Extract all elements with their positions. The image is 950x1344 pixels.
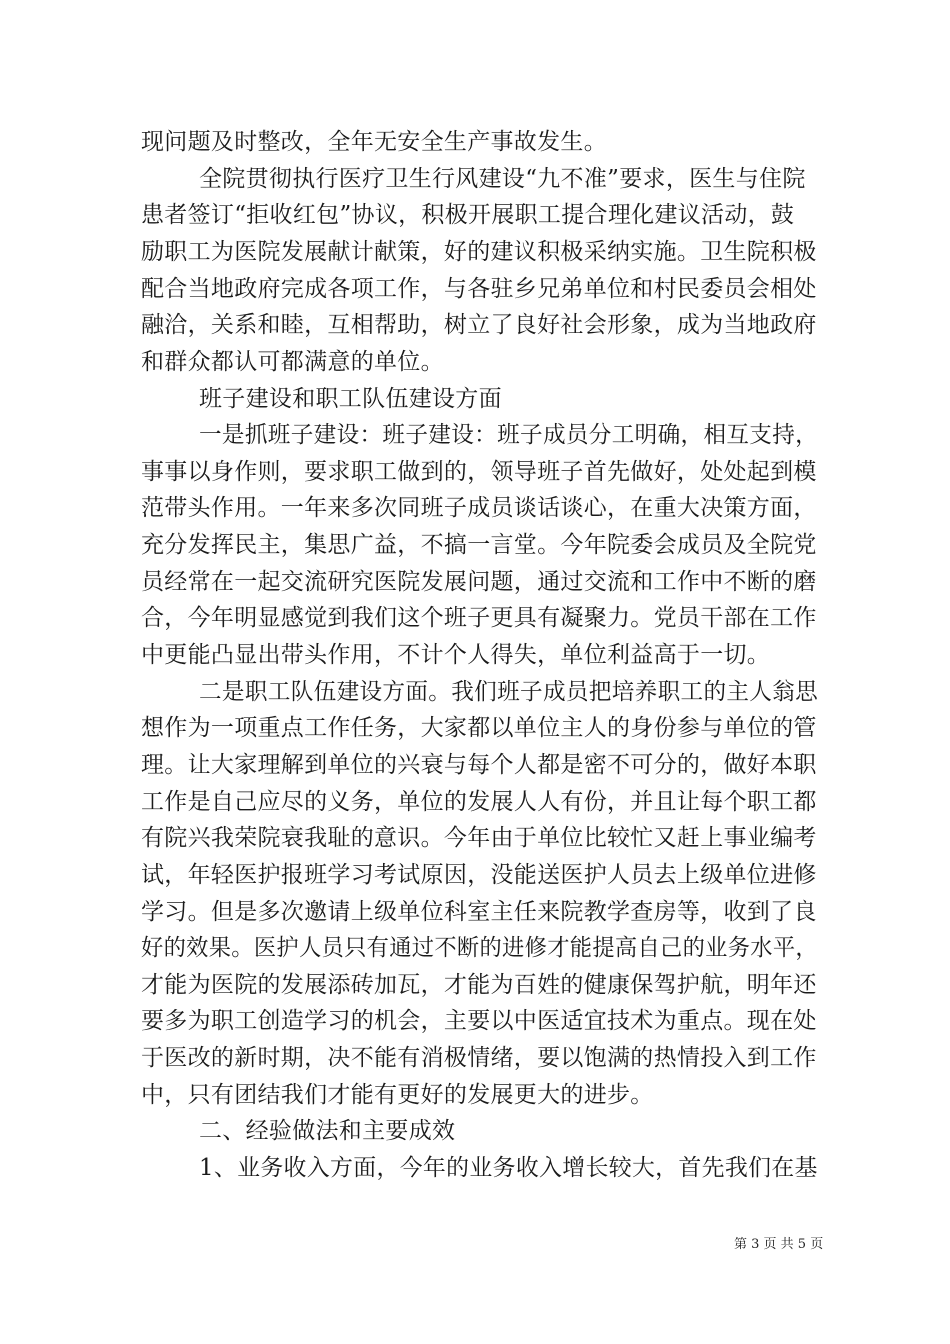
page-number-footer: 第 3 页 共 5 页 (734, 1237, 824, 1252)
text-line: 励职工为医院发展献计献策，好的建议积极采纳实施。卫生院积极 (141, 239, 817, 265)
text-line: 和群众都认可都满意的单位。 (141, 349, 444, 375)
text-line: 现问题及时整改，全年无安全生产事故发生。 (141, 129, 607, 155)
text-line: 事事以身作则，要求职工做到的，领导班子首先做好，处处起到模 (141, 459, 817, 485)
text-line: 范带头作用。一年来多次同班子成员谈话谈心，在重大决策方面， (141, 495, 817, 521)
text-line: 1、业务收入方面，今年的业务收入增长较大，首先我们在基 (199, 1155, 818, 1181)
section-heading: 班子建设和职工队伍建设方面 (199, 386, 502, 412)
text-line: 于医改的新时期，决不能有消极情绪，要以饱满的热情投入到工作 (141, 1045, 817, 1071)
text-line: 患者签订“拒收红包”协议，积极开展职工提合理化建议活动，鼓 (141, 202, 795, 228)
text-line: 学习。但是多次邀请上级单位科室主任来院教学查房等，收到了良 (141, 899, 817, 925)
text-line: 才能为医院的发展添砖加瓦，才能为百姓的健康保驾护航，明年还 (141, 972, 817, 998)
text-line: 工作是自己应尽的义务，单位的发展人人有份，并且让每个职工都 (141, 789, 817, 815)
text-line: 好的效果。医护人员只有通过不断的进修才能提高自己的业务水平， (141, 935, 818, 961)
text-line: 配合当地政府完成各项工作，与各驻乡兄弟单位和村民委员会相处 (141, 276, 817, 302)
text-line: 充分发挥民主，集思广益，不搞一言堂。今年院委会成员及全院党 (141, 532, 817, 558)
text-line: 想作为一项重点工作任务，大家都以单位主人的身份参与单位的管 (141, 715, 817, 741)
text-line: 二是职工队伍建设方面。我们班子成员把培养职工的主人翁思 (199, 679, 819, 705)
text-line: 要多为职工创造学习的机会，主要以中医适宜技术为重点。现在处 (141, 1008, 817, 1034)
text-line: 合，今年明显感觉到我们这个班子更具有凝聚力。党员干部在工作 (141, 605, 817, 631)
text-line: 融洽，关系和睦，互相帮助，树立了良好社会形象，成为当地政府 (141, 312, 817, 338)
section-heading: 二、经验做法和主要成效 (199, 1118, 456, 1144)
text-line: 理。让大家理解到单位的兴衰与每个人都是密不可分的，做好本职 (141, 752, 817, 778)
text-line: 全院贯彻执行医疗卫生行风建设“九不准”要求，医生与住院 (199, 166, 806, 192)
text-line: 试，年轻医护报班学习考试原因，没能送医护人员去上级单位进修 (141, 862, 817, 888)
text-line: 员经常在一起交流研究医院发展问题，通过交流和工作中不断的磨 (141, 569, 817, 595)
text-line: 有院兴我荣院衰我耻的意识。今年由于单位比较忙又赶上事业编考 (141, 825, 817, 851)
text-line: 中，只有团结我们才能有更好的发展更大的进步。 (141, 1082, 654, 1108)
text-line: 一是抓班子建设：班子建设：班子成员分工明确，相互支持， (199, 422, 819, 448)
text-line: 中更能凸显出带头作用，不计个人得失，单位利益高于一切。 (141, 642, 771, 668)
